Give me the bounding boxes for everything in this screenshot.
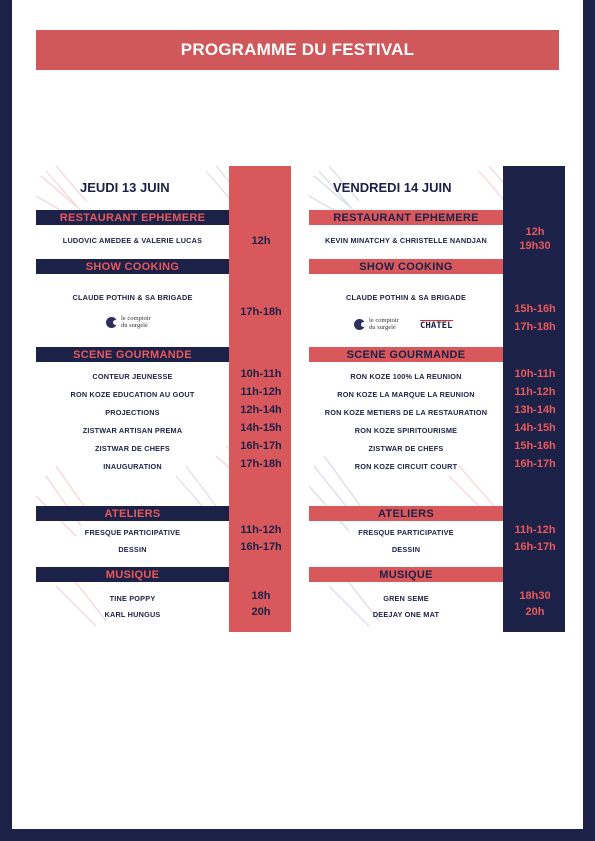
time-label: 11h-12h <box>514 524 556 536</box>
list-item: INAUGURATION <box>103 462 162 471</box>
sponsor-logo <box>106 315 151 329</box>
time-label: 17h-18h <box>240 306 282 318</box>
list-item: TINE POPPY <box>109 594 156 603</box>
time-label: 11h-12h <box>240 386 282 398</box>
logo-circle-icon <box>354 319 365 330</box>
time-label: 14h-15h <box>240 422 282 434</box>
time-label: 15h-16h <box>514 303 556 315</box>
time-label: 10h-11h <box>240 368 282 380</box>
time-label: 17h-18h <box>240 458 282 470</box>
list-item: LUDOVIC AMEDEE & VALERIE LUCAS <box>62 236 203 245</box>
section-header-show: SHOW COOKING <box>309 259 503 274</box>
logo-text: du surgelé <box>369 324 396 331</box>
list-item: ZISTWAR ARTISAN PREMA <box>82 426 183 435</box>
list-item: RON KOZE CIRCUIT COURT <box>354 462 458 471</box>
time-label: 12h <box>251 235 271 247</box>
day-title: JEUDI 13 JUIN <box>80 180 170 195</box>
sponsor-logo <box>354 317 399 331</box>
section-header-musique: MUSIQUE <box>309 567 503 582</box>
list-item: GREN SEME <box>383 594 429 603</box>
list-item: CONTEUR JEUNESSE <box>92 372 173 381</box>
section-header-musique: MUSIQUE <box>36 567 229 582</box>
list-item: RON KOZE SPIRITOURISME <box>354 426 458 435</box>
time-label: 18h30 <box>519 590 551 602</box>
list-item: CLAUDE POTHIN & SA BRIGADE <box>72 293 193 302</box>
section-header-scene: SCENE GOURMANDE <box>309 347 503 362</box>
time-label: 16h-17h <box>240 541 282 553</box>
time-label: 16h-17h <box>514 458 556 470</box>
section-header-ateliers: ATELIERS <box>309 506 503 521</box>
section-header-restaurant: RESTAURANT EPHEMERE <box>36 210 229 225</box>
section-header-ateliers: ATELIERS <box>36 506 229 521</box>
time-label: 18h <box>251 590 271 602</box>
list-item: RON KOZE LA MARQUE LA REUNION <box>337 390 475 399</box>
time-label: 10h-11h <box>514 368 556 380</box>
list-item: ZISTWAR DE CHEFS <box>95 444 170 453</box>
list-item: PROJECTIONS <box>105 408 160 417</box>
time-label: 19h30 <box>519 240 551 252</box>
time-label: 14h-15h <box>514 422 556 434</box>
list-item: DESSIN <box>118 545 147 554</box>
time-label: 12h <box>525 226 545 238</box>
section-header-restaurant: RESTAURANT EPHEMERE <box>309 210 503 225</box>
list-item: ZISTWAR DE CHEFS <box>368 444 444 453</box>
page-title: PROGRAMME DU FESTIVAL <box>36 30 559 70</box>
logo-circle-icon <box>106 317 117 328</box>
time-label: 12h-14h <box>240 404 282 416</box>
list-item: CLAUDE POTHIN & SA BRIGADE <box>345 293 467 302</box>
list-item: KARL HUNGUS <box>104 610 161 619</box>
list-item: RON KOZE EDUCATION AU GOUT <box>70 390 195 399</box>
time-label: 13h-14h <box>514 404 556 416</box>
section-header-show: SHOW COOKING <box>36 259 229 274</box>
time-label: 17h-18h <box>514 321 556 333</box>
logo-text: du surgelé <box>121 322 148 329</box>
time-label: 11h-12h <box>514 386 556 398</box>
day-title: VENDREDI 14 JUIN <box>333 180 452 195</box>
chatel-logo: CHATEL <box>420 321 453 331</box>
list-item: DESSIN <box>391 545 421 554</box>
list-item: FRESQUE PARTICIPATIVE <box>84 528 181 537</box>
logo-text: le comptoir <box>369 317 399 324</box>
list-item: RON KOZE 100% LA REUNION <box>350 372 462 381</box>
list-item: FRESQUE PARTICIPATIVE <box>358 528 454 537</box>
time-label: 16h-17h <box>240 440 282 452</box>
time-label: 16h-17h <box>514 541 556 553</box>
section-header-scene: SCENE GOURMANDE <box>36 347 229 362</box>
list-item: DEEJAY ONE MAT <box>372 610 440 619</box>
time-label: 20h <box>251 606 271 618</box>
list-item: RON KOZE METIERS DE LA RESTAURATION <box>324 408 488 417</box>
time-label: 15h-16h <box>514 440 556 452</box>
time-label: 20h <box>525 606 545 618</box>
time-label: 11h-12h <box>240 524 282 536</box>
list-item: KEVIN MINATCHY & CHRISTELLE NANDJAN <box>325 236 487 245</box>
logo-text: le comptoir <box>121 315 151 322</box>
